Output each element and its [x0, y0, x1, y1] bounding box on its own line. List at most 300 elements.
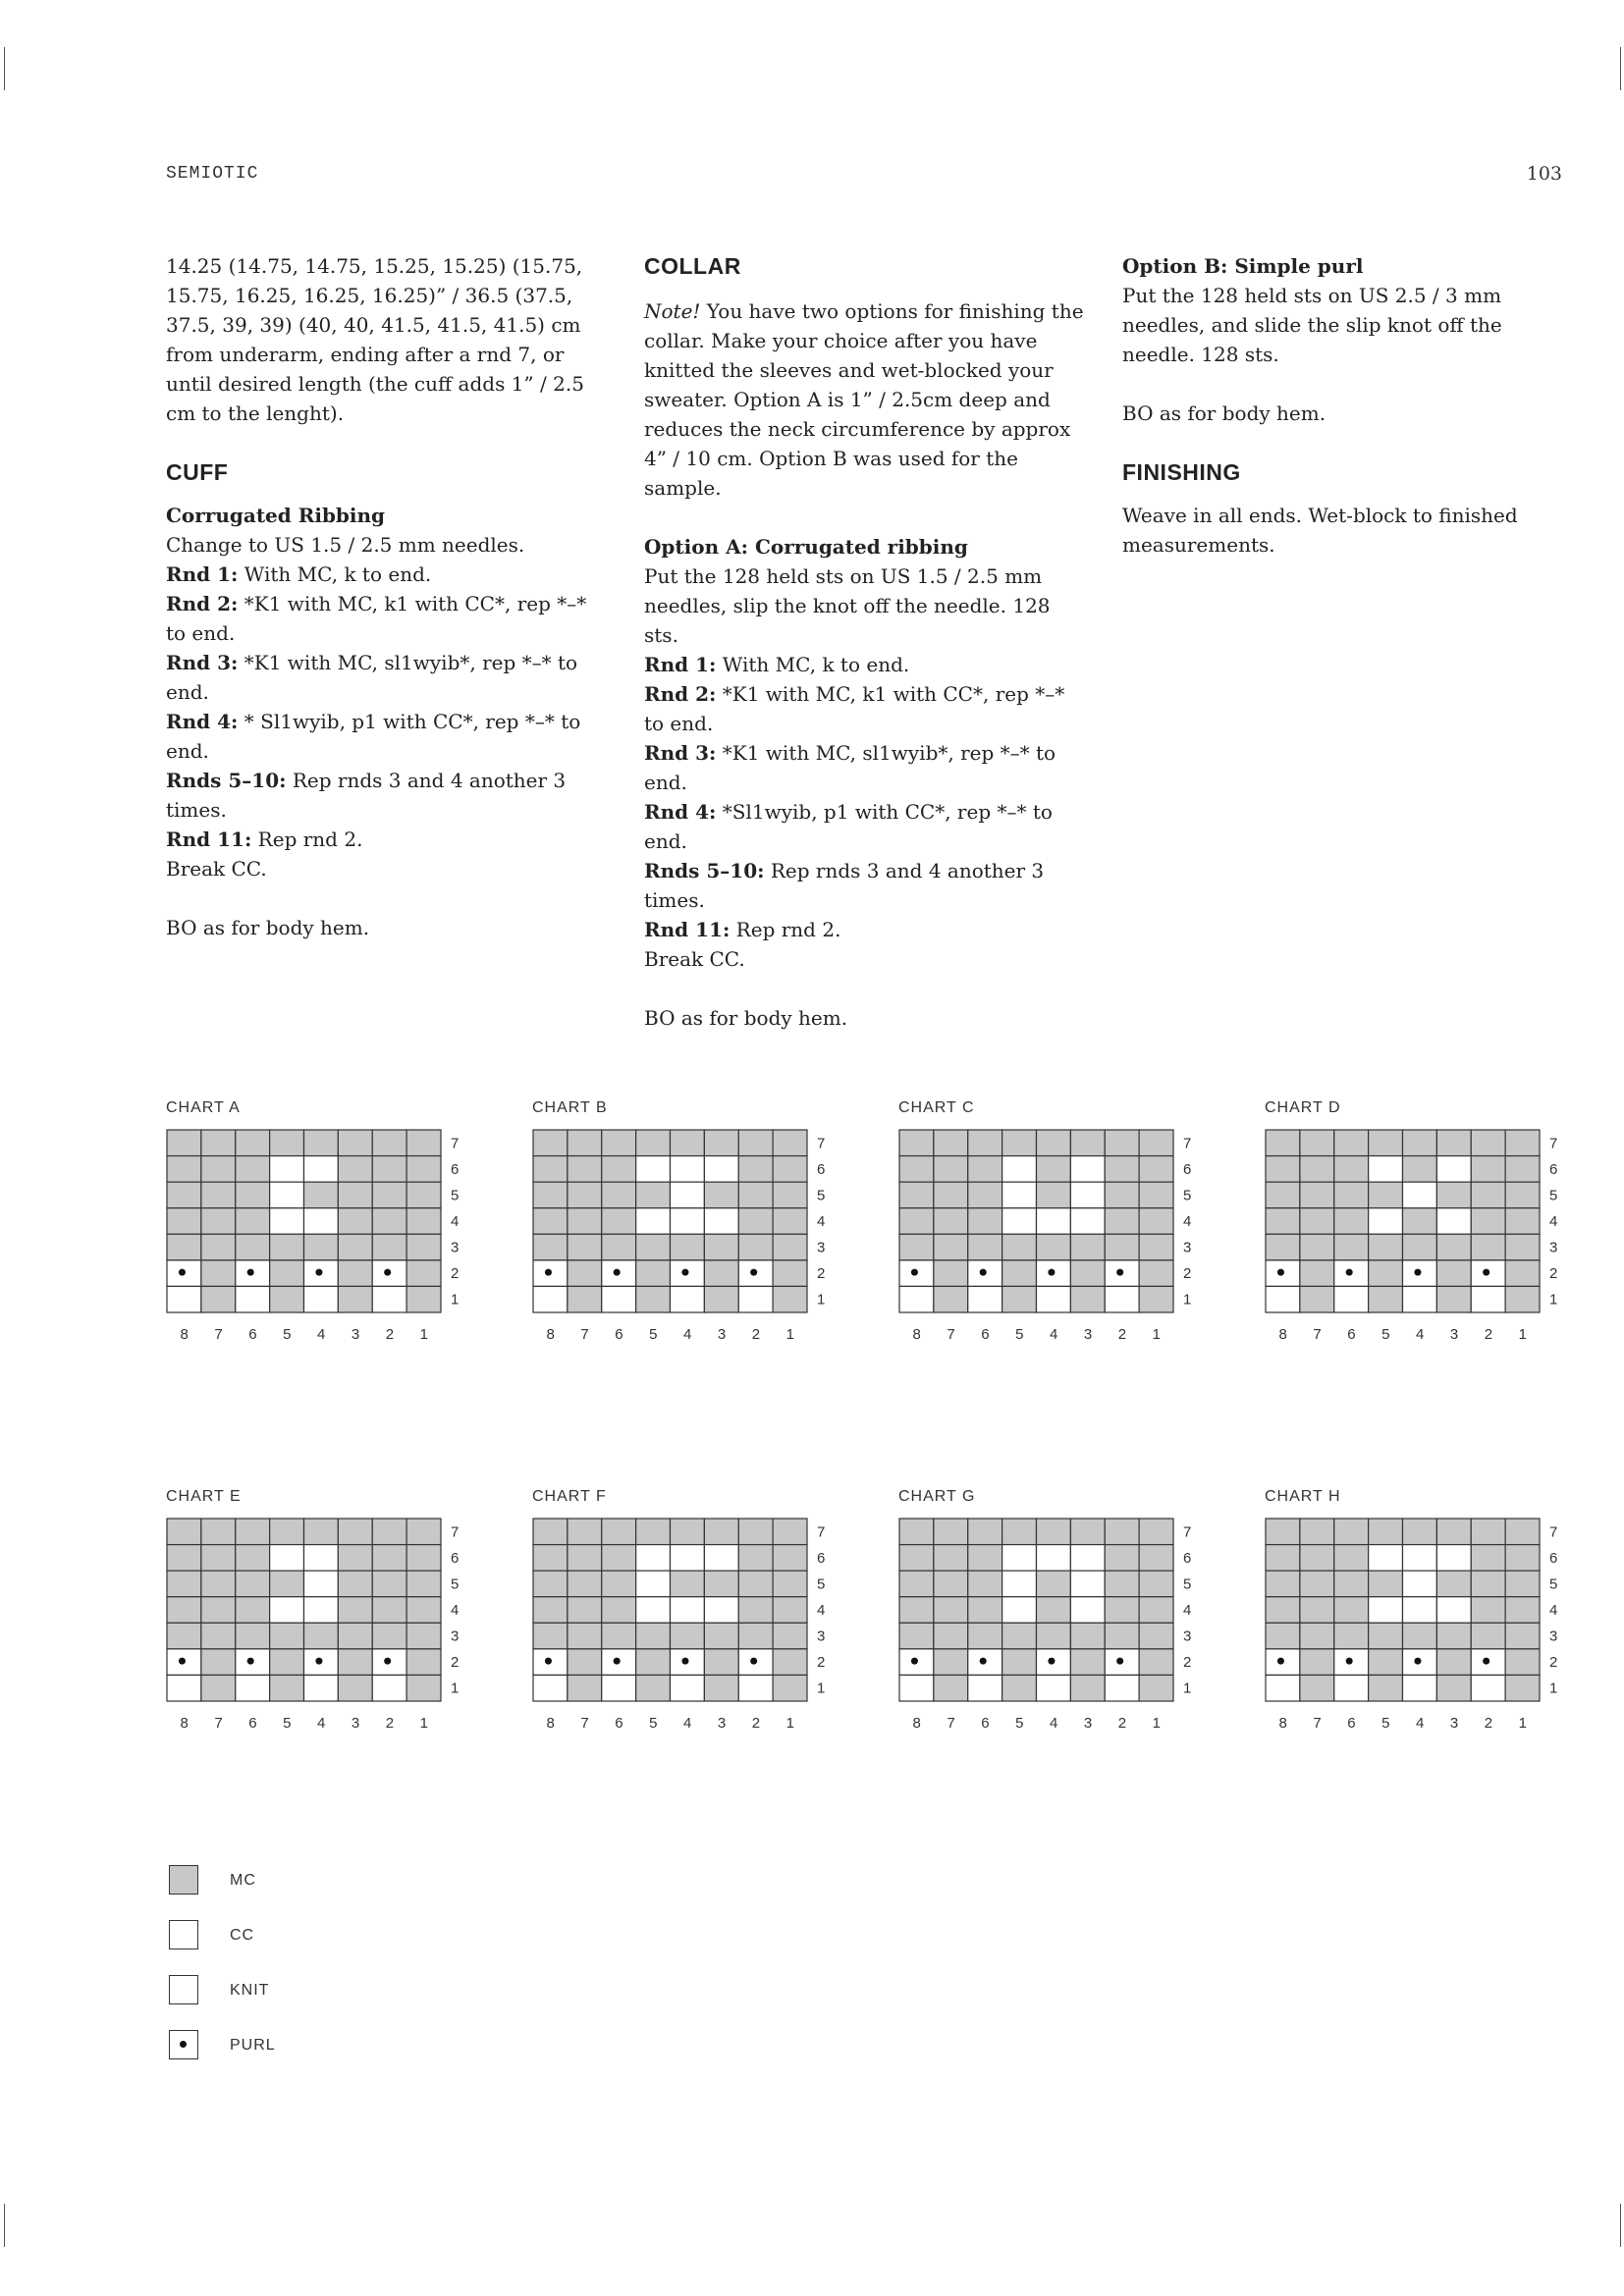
chart-cell: [1002, 1571, 1037, 1597]
chart-cell: [236, 1519, 270, 1545]
chart-cell: [1139, 1623, 1173, 1649]
chart-cell: [968, 1234, 1002, 1260]
chart-cell: [568, 1130, 602, 1156]
chart-cell: [201, 1182, 236, 1208]
chart-cell: [934, 1649, 968, 1676]
chart-cell: [899, 1675, 934, 1701]
row-number: 7: [1549, 1135, 1558, 1152]
chart-cell: [1300, 1130, 1334, 1156]
chart-cell: [773, 1234, 807, 1260]
chart-cell: [1436, 1234, 1471, 1260]
chart-cell: [1037, 1545, 1071, 1572]
chart-title: CHART A: [166, 1099, 241, 1116]
finishing-heading: FINISHING: [1122, 459, 1241, 485]
purl-dot: [1346, 1269, 1353, 1276]
chart-cell: [1139, 1234, 1173, 1260]
chart-cell: [406, 1675, 441, 1701]
chart-cell: [1266, 1130, 1300, 1156]
chart-cell: [671, 1571, 705, 1597]
chart-c: [898, 1099, 1222, 1343]
chart-cell: [1037, 1519, 1071, 1545]
chart-cell: [372, 1545, 406, 1572]
chart-f: [532, 1488, 856, 1732]
column-number: 8: [912, 1326, 921, 1343]
column-number: 1: [785, 1715, 794, 1732]
purl-dot: [545, 1269, 552, 1276]
chart-cell: [1403, 1519, 1437, 1545]
chart-cell: [1037, 1597, 1071, 1624]
row-number: 5: [451, 1187, 460, 1204]
legend-item-knit: [169, 1975, 463, 2008]
row-number: 6: [817, 1160, 826, 1178]
option-a-step: Rnds 5–10: Rep rnds 3 and 4 another 3 times.: [644, 859, 1045, 912]
chart-cell: [1505, 1208, 1540, 1235]
chart-cell: [1002, 1597, 1037, 1624]
column-number: 3: [717, 1326, 727, 1343]
row-number: 2: [1549, 1265, 1558, 1283]
chart-cell: [671, 1519, 705, 1545]
chart-h: [1265, 1488, 1589, 1732]
chart-cell: [934, 1234, 968, 1260]
chart-cell: [533, 1675, 568, 1701]
chart-cell: [934, 1260, 968, 1287]
chart-cell: [1266, 1519, 1300, 1545]
chart-cell: [372, 1234, 406, 1260]
chart-cell: [1002, 1130, 1037, 1156]
chart-cell: [934, 1208, 968, 1235]
chart-cell: [602, 1597, 636, 1624]
chart-cell: [304, 1597, 339, 1624]
chart-cell: [671, 1675, 705, 1701]
chart-cell: [1105, 1519, 1139, 1545]
chart-cell: [1436, 1545, 1471, 1572]
row-number: 3: [817, 1628, 826, 1645]
chart-cell: [1471, 1182, 1505, 1208]
chart-cell: [671, 1623, 705, 1649]
column-number: 5: [1381, 1715, 1390, 1732]
chart-cell: [1002, 1286, 1037, 1312]
column-number: 2: [1117, 1326, 1127, 1343]
chart-cell: [1369, 1649, 1403, 1676]
chart-cell: [338, 1130, 372, 1156]
chart-cell: [773, 1571, 807, 1597]
chart-cell: [201, 1649, 236, 1676]
chart-cell: [1139, 1182, 1173, 1208]
chart-cell: [704, 1182, 738, 1208]
chart-cell: [636, 1182, 671, 1208]
cuff-step: Rnds 5–10: Rep rnds 3 and 4 another 3 times.: [166, 769, 567, 822]
option-a-intro: Put the 128 held sts on US 1.5 / 2.5 mm needles, slip the knot off the needle. 128 sts.: [644, 564, 1051, 647]
legend-item-purl: [169, 2030, 463, 2063]
chart-cell: [1070, 1156, 1105, 1183]
column-number: 5: [649, 1326, 658, 1343]
cc-swatch: [169, 1920, 198, 1949]
chart-cell: [968, 1571, 1002, 1597]
chart-cell: [1300, 1260, 1334, 1287]
chart-cell: [568, 1675, 602, 1701]
chart-grid: [1265, 1518, 1589, 1740]
chart-cell: [533, 1156, 568, 1183]
row-number: 6: [1183, 1160, 1192, 1178]
chart-cell: [1105, 1545, 1139, 1572]
collar-heading: COLLAR: [644, 253, 741, 279]
chart-cell: [704, 1545, 738, 1572]
purl-dot: [750, 1269, 757, 1276]
chart-cell: [568, 1208, 602, 1235]
chart-cell: [1070, 1130, 1105, 1156]
chart-cell: [934, 1156, 968, 1183]
column-number: 6: [615, 1326, 623, 1343]
chart-cell: [338, 1675, 372, 1701]
chart-cell: [1369, 1545, 1403, 1572]
chart-cell: [704, 1130, 738, 1156]
chart-cell: [338, 1234, 372, 1260]
column-number: 1: [1152, 1326, 1161, 1343]
chart-a: [166, 1099, 490, 1343]
row-number: 7: [817, 1135, 826, 1152]
chart-cell: [167, 1156, 201, 1183]
column-number: 1: [1518, 1326, 1527, 1343]
chart-cell: [1300, 1519, 1334, 1545]
chart-cell: [1037, 1571, 1071, 1597]
chart-cell: [1139, 1545, 1173, 1572]
purl-dot: [1116, 1658, 1123, 1665]
chart-cell: [1266, 1571, 1300, 1597]
row-number: 2: [451, 1654, 460, 1672]
chart-cell: [738, 1545, 773, 1572]
chart-cell: [201, 1519, 236, 1545]
row-number: 1: [1549, 1680, 1558, 1697]
chart-cell: [1436, 1130, 1471, 1156]
column-number: 7: [1313, 1715, 1322, 1732]
column-number: 6: [248, 1326, 257, 1343]
chart-cell: [167, 1130, 201, 1156]
legend-label: MC: [230, 1872, 256, 1889]
option-a-break: Break CC.: [644, 947, 745, 971]
cuff-needles: Change to US 1.5 / 2.5 mm needles.: [166, 533, 525, 557]
chart-cell: [1436, 1519, 1471, 1545]
chart-cell: [899, 1623, 934, 1649]
column-number: 2: [1484, 1715, 1493, 1732]
chart-cell: [338, 1571, 372, 1597]
legend-item-mc: [169, 1865, 463, 1898]
chart-cell: [738, 1156, 773, 1183]
chart-cell: [1334, 1623, 1369, 1649]
chart-cell: [636, 1208, 671, 1235]
row-number: 4: [451, 1213, 460, 1230]
chart-cell: [899, 1182, 934, 1208]
chart-cell: [1070, 1208, 1105, 1235]
chart-cell: [1070, 1260, 1105, 1287]
column-number: 4: [316, 1326, 326, 1343]
chart-cell: [270, 1597, 304, 1624]
chart-cell: [1037, 1234, 1071, 1260]
chart-cell: [1037, 1208, 1071, 1235]
row-number: 4: [1549, 1602, 1558, 1619]
knit-swatch: [169, 1975, 198, 2004]
column-number: 4: [1049, 1715, 1058, 1732]
row-number: 6: [1183, 1549, 1192, 1567]
cuff-step: Rnd 1: With MC, k to end.: [166, 562, 432, 586]
option-a-step: Rnd 3: *K1 with MC, sl1wyib*, rep *–* to end.: [644, 741, 1056, 794]
column-number: 4: [1415, 1715, 1425, 1732]
chart-cell: [1369, 1675, 1403, 1701]
row-number: 4: [1183, 1602, 1192, 1619]
chart-cell: [1105, 1597, 1139, 1624]
chart-cell: [1002, 1675, 1037, 1701]
chart-cell: [1070, 1623, 1105, 1649]
chart-cell: [1403, 1675, 1437, 1701]
chart-cell: [968, 1623, 1002, 1649]
option-b-bind-off: BO as for body hem.: [1122, 401, 1326, 425]
chart-cell: [406, 1208, 441, 1235]
chart-cell: [406, 1130, 441, 1156]
chart-cell: [602, 1130, 636, 1156]
chart-cell: [899, 1571, 934, 1597]
chart-cell: [406, 1286, 441, 1312]
chart-cell: [372, 1156, 406, 1183]
row-number: 4: [817, 1602, 826, 1619]
chart-cell: [636, 1571, 671, 1597]
chart-cell: [1334, 1208, 1369, 1235]
chart-cell: [1300, 1208, 1334, 1235]
chart-title: CHART B: [532, 1099, 608, 1116]
chart-cell: [270, 1182, 304, 1208]
purl-dot: [315, 1269, 322, 1276]
chart-cell: [304, 1130, 339, 1156]
chart-cell: [968, 1675, 1002, 1701]
chart-cell: [704, 1597, 738, 1624]
row-number: 6: [817, 1549, 826, 1567]
chart-grid: [1265, 1129, 1589, 1352]
chart-cell: [899, 1286, 934, 1312]
column-number: 7: [947, 1715, 955, 1732]
crop-mark-bottom-left: [4, 2204, 5, 2247]
chart-cell: [1002, 1208, 1037, 1235]
chart-cell: [304, 1675, 339, 1701]
purl-dot: [1483, 1269, 1489, 1276]
chart-d: [1265, 1099, 1589, 1343]
chart-cell: [968, 1286, 1002, 1312]
chart-cell: [602, 1545, 636, 1572]
row-number: 1: [451, 1291, 460, 1308]
chart-cell: [372, 1675, 406, 1701]
chart-cell: [338, 1208, 372, 1235]
chart-grid: [532, 1518, 856, 1740]
row-number: 5: [1549, 1187, 1558, 1204]
chart-cell: [270, 1156, 304, 1183]
chart-cell: [533, 1571, 568, 1597]
column-number: 7: [214, 1715, 223, 1732]
chart-cell: [304, 1234, 339, 1260]
chart-cell: [1471, 1675, 1505, 1701]
column-number: 1: [419, 1715, 428, 1732]
chart-cell: [372, 1519, 406, 1545]
purl-dot: [179, 1658, 186, 1665]
row-number: 6: [1549, 1160, 1558, 1178]
option-a-bind-off: BO as for body hem.: [644, 1006, 848, 1030]
chart-cell: [270, 1519, 304, 1545]
chart-cell: [533, 1182, 568, 1208]
chart-cell: [372, 1182, 406, 1208]
chart-cell: [704, 1519, 738, 1545]
chart-cell: [773, 1675, 807, 1701]
row-number: 2: [451, 1265, 460, 1283]
chart-cell: [968, 1156, 1002, 1183]
chart-cell: [304, 1156, 339, 1183]
crop-mark-bottom-right: [1620, 2204, 1621, 2247]
purl-dot: [980, 1269, 987, 1276]
chart-cell: [934, 1545, 968, 1572]
collar-note: Note! You have two options for finishing the collar. Make your choice after you have knitted the sleeves and wet-blocked your sweater. Option A is 1” / 2.5cm deep and reduces the neck circumference by approx 4” / 10 cm. Option B was used for the sample.: [644, 299, 1084, 500]
column-number: 3: [351, 1326, 360, 1343]
chart-cell: [1505, 1130, 1540, 1156]
column-number: 5: [283, 1326, 292, 1343]
chart-cell: [738, 1571, 773, 1597]
chart-cell: [1369, 1234, 1403, 1260]
chart-cell: [1505, 1623, 1540, 1649]
chart-cell: [636, 1156, 671, 1183]
purl-dot: [750, 1658, 757, 1665]
chart-cell: [236, 1182, 270, 1208]
chart-cell: [934, 1675, 968, 1701]
chart-cell: [1300, 1675, 1334, 1701]
chart-cell: [636, 1130, 671, 1156]
row-number: 1: [1183, 1291, 1192, 1308]
column-2: [644, 251, 1086, 1062]
chart-cell: [1403, 1623, 1437, 1649]
chart-cell: [602, 1182, 636, 1208]
chart-cell: [704, 1156, 738, 1183]
chart-cell: [1334, 1519, 1369, 1545]
chart-cell: [671, 1234, 705, 1260]
chart-cell: [406, 1545, 441, 1572]
chart-cell: [1037, 1286, 1071, 1312]
option-a-step: Rnd 1: With MC, k to end.: [644, 653, 910, 676]
option-a-heading: Option A: Corrugated ribbing: [644, 535, 968, 559]
purl-dot: [1048, 1658, 1055, 1665]
chart-cell: [1266, 1675, 1300, 1701]
column-number: 4: [316, 1715, 326, 1732]
chart-cell: [602, 1571, 636, 1597]
chart-cell: [1436, 1623, 1471, 1649]
chart-cell: [1471, 1156, 1505, 1183]
chart-cell: [372, 1571, 406, 1597]
chart-cell: [533, 1597, 568, 1624]
chart-cell: [201, 1286, 236, 1312]
row-number: 7: [451, 1523, 460, 1541]
chart-cell: [270, 1286, 304, 1312]
chart-grid: [166, 1129, 490, 1352]
chart-cell: [704, 1286, 738, 1312]
purl-dot: [1346, 1658, 1353, 1665]
purl-dot: [1414, 1269, 1421, 1276]
chart-cell: [1105, 1156, 1139, 1183]
chart-cell: [671, 1597, 705, 1624]
option-a-step: Rnd 2: *K1 with MC, k1 with CC*, rep *–* to end.: [644, 682, 1065, 735]
cuff-heading: CUFF: [166, 459, 229, 485]
column-number: 1: [1152, 1715, 1161, 1732]
chart-cell: [201, 1260, 236, 1287]
chart-cell: [1070, 1286, 1105, 1312]
chart-cell: [406, 1571, 441, 1597]
purl-dot: [247, 1658, 254, 1665]
row-number: 6: [1549, 1549, 1558, 1567]
chart-cell: [1334, 1286, 1369, 1312]
chart-cell: [568, 1545, 602, 1572]
column-number: 4: [682, 1715, 692, 1732]
row-number: 1: [817, 1680, 826, 1697]
chart-cell: [1369, 1182, 1403, 1208]
chart-cell: [1037, 1182, 1071, 1208]
chart-b: [532, 1099, 856, 1343]
chart-cell: [406, 1597, 441, 1624]
column-number: 3: [1083, 1715, 1093, 1732]
finishing-text: Weave in all ends. Wet-block to finished measurements.: [1122, 504, 1518, 557]
chart-cell: [406, 1649, 441, 1676]
running-header: SEMIOTIC: [166, 164, 259, 184]
chart-cell: [1139, 1156, 1173, 1183]
cuff-break: Break CC.: [166, 857, 267, 881]
chart-cell: [338, 1286, 372, 1312]
column-number: 6: [981, 1715, 990, 1732]
row-number: 3: [1183, 1628, 1192, 1645]
chart-cell: [201, 1623, 236, 1649]
chart-cell: [602, 1286, 636, 1312]
chart-cell: [236, 1286, 270, 1312]
chart-cell: [1471, 1623, 1505, 1649]
column-number: 2: [751, 1326, 761, 1343]
option-a-step: Rnd 11: Rep rnd 2.: [644, 918, 841, 941]
chart-cell: [1266, 1182, 1300, 1208]
chart-cell: [1139, 1597, 1173, 1624]
chart-cell: [636, 1623, 671, 1649]
row-number: 4: [817, 1213, 826, 1230]
chart-cell: [1403, 1156, 1437, 1183]
chart-cell: [968, 1130, 1002, 1156]
chart-cell: [899, 1130, 934, 1156]
chart-cell: [1002, 1649, 1037, 1676]
chart-cell: [1334, 1545, 1369, 1572]
chart-cell: [236, 1623, 270, 1649]
row-number: 5: [1549, 1575, 1558, 1593]
column-number: 6: [248, 1715, 257, 1732]
chart-cell: [773, 1597, 807, 1624]
option-a-step: Rnd 4: *Sl1wyib, p1 with CC*, rep *–* to end.: [644, 800, 1053, 853]
chart-cell: [1105, 1286, 1139, 1312]
chart-cell: [167, 1545, 201, 1572]
row-number: 3: [1549, 1628, 1558, 1645]
chart-title: CHART E: [166, 1488, 242, 1505]
column-number: 6: [1347, 1715, 1356, 1732]
cuff-step: Rnd 3: *K1 with MC, sl1wyib*, rep *–* to end.: [166, 651, 578, 704]
chart-cell: [1471, 1234, 1505, 1260]
chart-cell: [568, 1182, 602, 1208]
chart-cell: [1070, 1597, 1105, 1624]
chart-cell: [568, 1649, 602, 1676]
chart-title: CHART H: [1265, 1488, 1341, 1505]
chart-cell: [236, 1597, 270, 1624]
chart-cell: [671, 1182, 705, 1208]
chart-cell: [1300, 1286, 1334, 1312]
row-number: 5: [451, 1575, 460, 1593]
chart-cell: [533, 1519, 568, 1545]
chart-cell: [1334, 1182, 1369, 1208]
row-number: 1: [1183, 1680, 1192, 1697]
chart-cell: [738, 1675, 773, 1701]
chart-cell: [1369, 1623, 1403, 1649]
chart-cell: [738, 1208, 773, 1235]
